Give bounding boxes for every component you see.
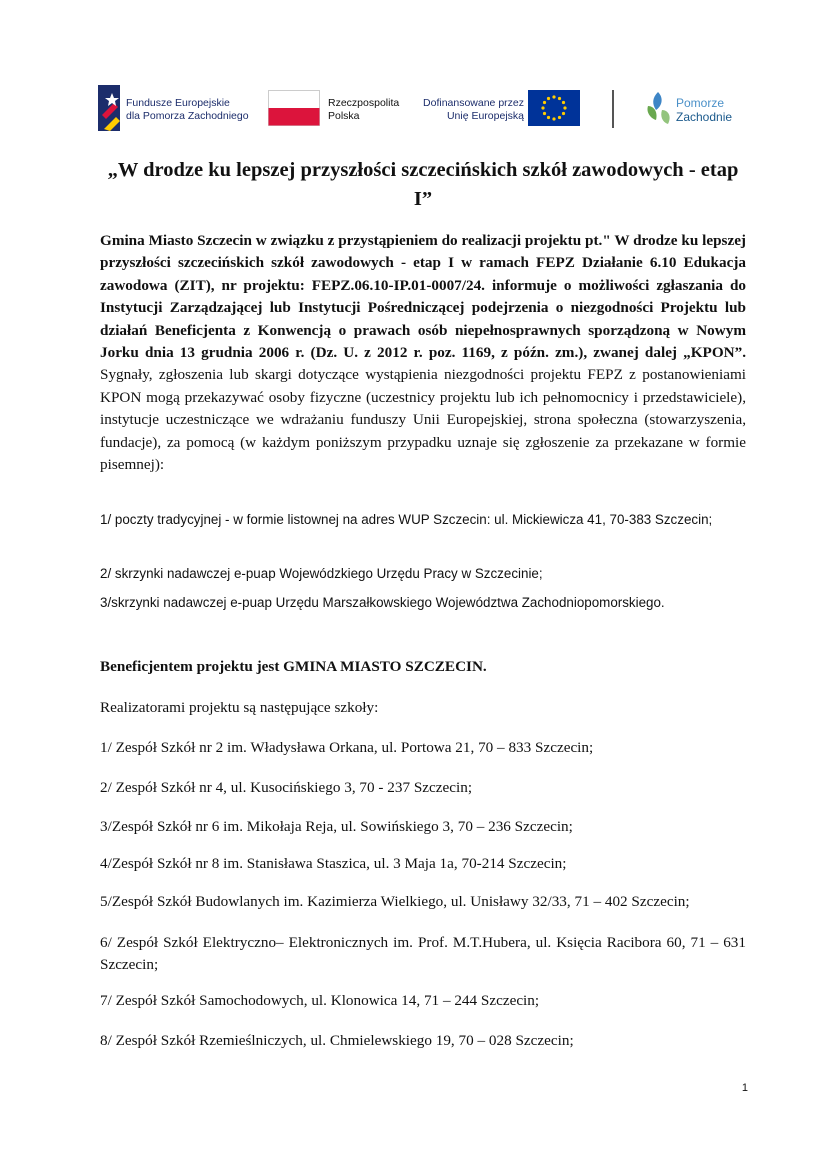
school-item-6: 6/ Zespół Szkół Elektryczno– Elektronicznych im. Prof. M.T.Hubera, ul. Księcia Racibora 60, 71 – 631 Szczecin; <box>100 934 746 974</box>
school-item-4: 4/Zespół Szkół nr 8 im. Stanisława Staszica, ul. 3 Maja 1a, 70-214 Szczecin; <box>100 855 567 872</box>
channel-3: 3/skrzynki nadawczej e-puap Urzędu Marszałkowskiego Województwa Zachodniopomorskiego. <box>100 595 665 610</box>
fundusze-europejskie-logo <box>96 84 256 132</box>
intro-paragraph <box>100 230 746 476</box>
channel-1: 1/ poczty tradycyjnej - w formie listownej na adres WUP Szczecin: ul. Mickiewicza 41, 70-383 Szczecin; <box>100 512 713 527</box>
pomorze-leaf-icon <box>644 88 674 128</box>
rp-line1: Rzeczpospolita <box>328 97 400 109</box>
beneficiary-statement: Beneficjentem projektu jest GMINA MIASTO SZCZECIN. <box>100 658 487 675</box>
page-number: 1 <box>741 1082 748 1094</box>
document-title: „W drodze ku lepszej przyszłości szczecińskich szkół zawodowych - etap I” <box>107 159 739 210</box>
school-item-3: 3/Zespół Szkół nr 6 im. Mikołaja Reja, ul. Sowińskiego 3, 70 – 236 Szczecin; <box>100 818 573 835</box>
school-item-1: 1/ Zespół Szkół nr 2 im. Władysława Orkana, ul. Portowa 21, 70 – 833 Szczecin; <box>100 739 594 756</box>
eu-cofinanced-logo <box>416 84 581 132</box>
pz-line1: Pomorze <box>676 96 725 110</box>
eu-flag-icon <box>528 90 580 126</box>
school-item-5: 5/Zespół Szkół Budowlanych im. Kazimierza Wielkiego, ul. Unisławy 32/33, 71 – 402 Szczecin; <box>100 893 690 910</box>
pz-line2: Zachodnie <box>676 110 733 124</box>
rp-line2: Polska <box>328 110 360 122</box>
school-item-8: 8/ Zespół Szkół Rzemieślniczych, ul. Chmielewskiego 19, 70 – 028 Szczecin; <box>100 1032 574 1049</box>
pomorze-zachodnie-logo <box>644 84 736 132</box>
channel-2: 2/ skrzynki nadawczej e-puap Wojewódzkiego Urzędu Pracy w Szczecinie; <box>100 566 543 581</box>
ue-line2: Unię Europejską <box>446 110 524 122</box>
fe-line2: dla Pomorza Zachodniego <box>126 110 249 122</box>
logo-bar <box>96 84 736 132</box>
ue-line1: Dofinansowane przez <box>423 97 524 109</box>
school-item-7: 7/ Zespół Szkół Samochodowych, ul. Klonowica 14, 71 – 244 Szczecin; <box>100 992 540 1009</box>
intro-normal-text: Sygnały, zgłoszenia lub skargi dotyczące wystąpienia niezgodności projektu FEPZ z postanowieniami KPON mogą przekazywać osoby fizyczne (uczestnicy projektu lub ich pełnomocnicy i przedstawiciele), instytucje uczestniczące we wdrażaniu funduszy Unii Europejskiej, strona społeczna (stowarzyszenia, fundacje), za pomocą (w każdym poniższym przypadku uznaje się zgłoszenie za przekazane w formie pisemnej): <box>100 366 746 474</box>
implementers-intro: Realizatorami projektu są następujące szkoły: <box>100 699 379 716</box>
fe-line1: Fundusze Europejskie <box>126 97 230 109</box>
polish-flag-icon <box>268 90 320 126</box>
fe-star-icon <box>98 85 124 131</box>
intro-bold-text: Gmina Miasto Szczecin w związku z przystąpieniem do realizacji projektu pt." W drodze ku lepszej przyszłości szczecińskich szkół zawodowych - etap I w ramach FEPZ Działanie 6.10 Edukacja zawodowa (ZIT), nr projektu: FEPZ.06.10-IP.01-0007/24. informuje o możliwości zgłaszania do Instytucji Zarządzającej lub Instytucji Pośredniczącej podejrzenia o niezgodności Projektu lub działań Beneficjenta z Konwencją o prawach osób niepełnosprawnych sporządzoną w Nowym Jorku dnia 13 grudnia 2006 r. (Dz. U. z 2012 r. poz. 1169, z późn. zm.), zwanej dalej „KPON”. <box>100 232 746 362</box>
logo-divider <box>612 90 614 128</box>
school-item-2: 2/ Zespół Szkół nr 4, ul. Kusocińskiego 3, 70 - 237 Szczecin; <box>100 779 473 796</box>
rzeczpospolita-polska-logo <box>268 84 400 132</box>
